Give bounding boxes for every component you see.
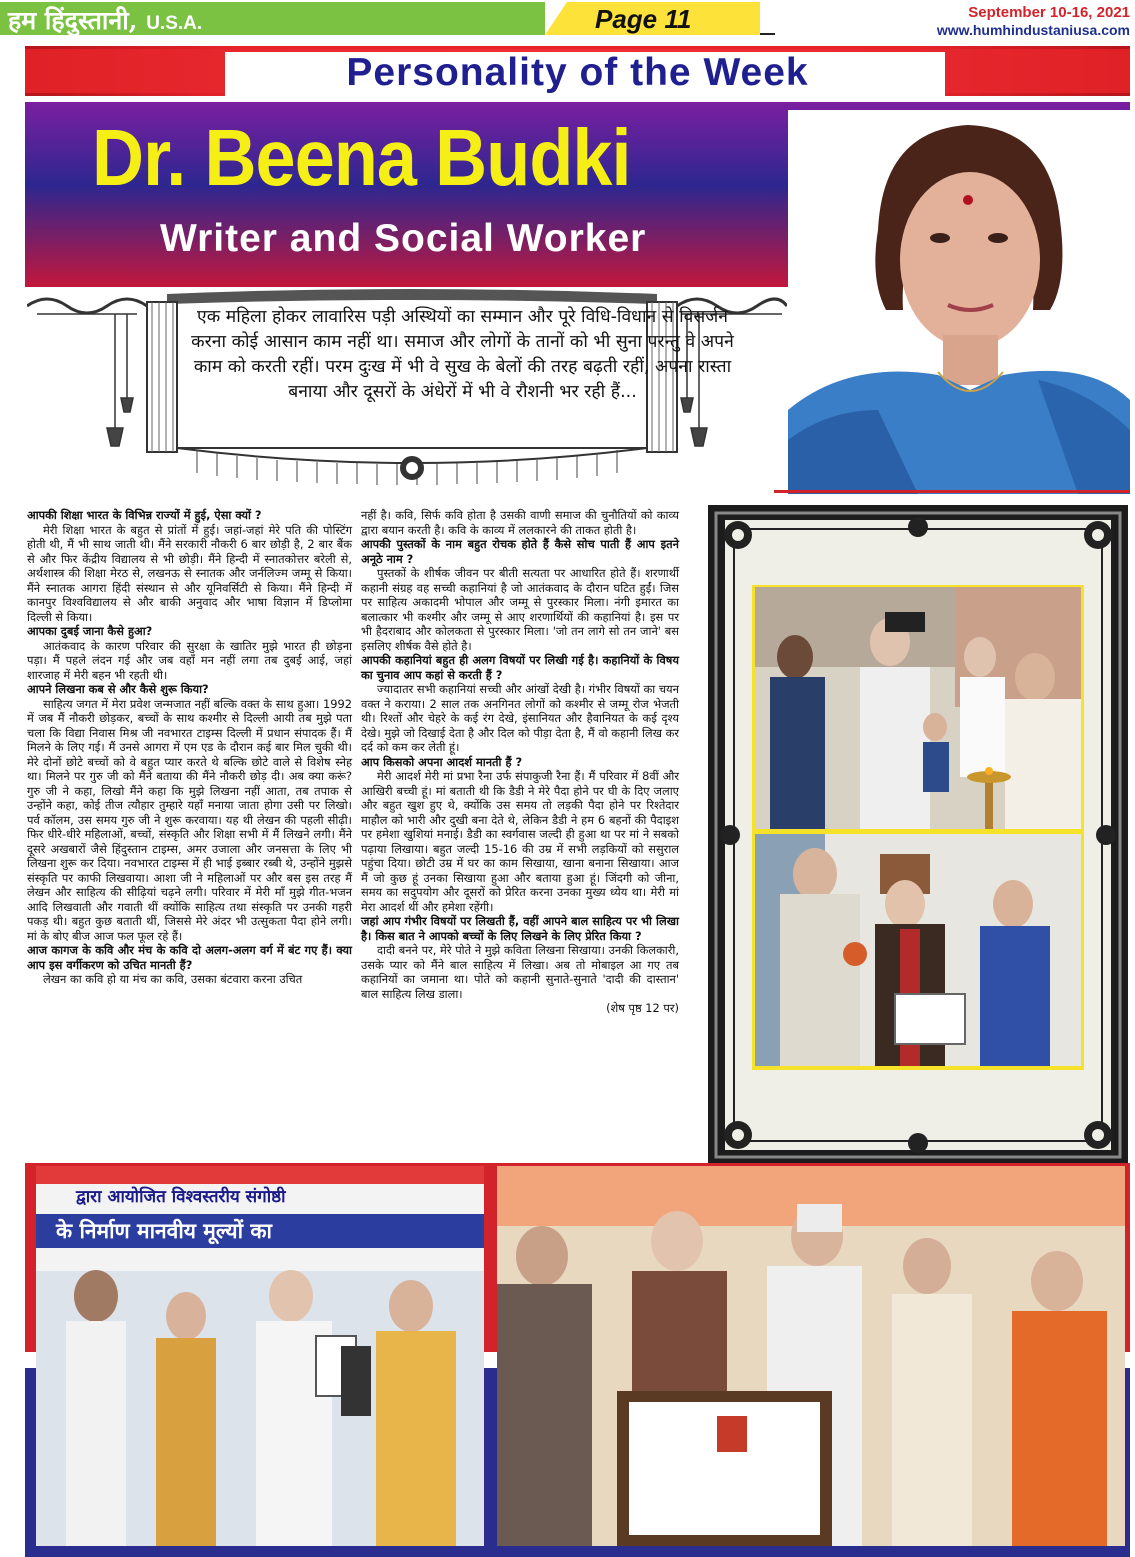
article-column-1 [27,508,352,987]
interview-question: आपने लिखना कब से और कैसे शुरू किया? [27,682,209,696]
article-column-2 [361,508,679,1016]
section-banner [25,46,1130,96]
photo-award-presentation [755,834,1081,1066]
newspaper-name-suffix: U.S.A. [146,13,203,34]
interview-answer: दादी बनने पर, मेरे पोते ने मुझे कविता लिखना सिखाया। उनकी किलकारी, उसके प्यार को मैंने बाल साहित्य में लिखा। अब तो मोबाइल आ गए तब कहानियों का जमाना था। पोते को कहानी सुनाते-सुनाते 'दादी की दास्तान' बाल साहित्य लिख डाला। [361,943,679,1001]
continued-note: (शेष पृष्ठ 12 पर) [606,1001,679,1015]
interview-answer: साहित्य जगत में मेरा प्रवेश जन्मजात नहीं बल्कि वक्त के साथ हुआ। 1992 में जब मैं नौकरी छोड़कर, बच्चों के साथ कश्मीर से दिल्ली आयी तब मुझे पता चला कि विद्या निवास मिश्र जी नवभारत टाइम्स दिल्ली में प्रधान संपादक हैं। मैं मिलने के लिए गई। मैं उनसे आगरा में एम एड के दौरान कई बार मिल चुकी थी। मेरे दोनों छोटे बच्चों को वे बहुत प्यार करते थे बल्कि छोटे वाले से विशेष स्नेह था। मिलने पर गुरु जी को मैंने बताया की मैंने नौकरी छोड़ दी। अब क्या करूं? गुरु जी ने कहा, लिखो मैंने कहा कि मुझे लिखना नहीं आता, तब तपाक से उन्होंने कहा, कोई तीज त्यौहार तुम्हारे यहाँ मनाया जाता होगा उसी पर लिखो। पर्व कॉलम, उस समय गुरु जी ने शुरू करवाया। यह थी लेखन की पहली सीढ़ी। फिर धीरे-धीरे महिलाओं, बच्चों, संस्कृति और शिक्षा सभी में मैं लिखने लगी। मैंने दूसरे अखबारों जैसे हिंदुस्तान टाइम्स, अमर उजाला और जनसत्ता के लिए भी लिखना शुरू कर दिया। नवभारत टाइम्स में ही भाई इब्बार रब्बी थे, उन्होंने मुझसे संस्कृति पर काफी लिखवाया। आशा जी ने महिलाओं पर और बस इस तरह मैं लेखन और साहित्य की सीढ़ियां चढ़ने लगी। परिवार में मेरी माँ मुझे गीत-भजन आदि लिखवाती और गवाती थीं क्योंकि साहित्य तथा संस्कृति पर उनकी गहरी पकड़ थी। बहुत कुछ बताती थीं, जिससे मेरे अंदर भी उत्सुकता पैदा होने लगी। मां के बोए बीज आज फल फूल रहे हैं। [27,696,352,943]
interview-answer: मेरी आदर्श मेरी मां प्रभा रैना उर्फ संपाकुजी रैना हैं। मैं परिवार में 8वीं और आखिरी बच्ची हूं। मां बताती थी कि डैडी ने मेरे पैदा होने पर घी के दिए जलाए और बहुत खुश हुए थे, क्योंकि उस समय तो लड़की पैदा होने पर रिश्तेदार माहौल को भारी और दुखी बना देते थे, लेकिन डैडी ने हम 6 बहनों की पैदाइश पर हमेशा खुशियां मनाई। डैडी का स्वर्गवास जल्दी ही हुआ था पर मां ने सबको पढ़ाया लिखाया। बहुत जल्दी 15-16 की उम्र में सभी लड़कियों को ससुराल पहुंचा दिया। छोटी उम्र में घर का काम सिखाया, खाना बनाना सिखाया। आज मैं जो कुछ हूं उनका सिखाया हुआ और बताया हुआ हूं। जिंदगी को जीना, समय का सदुपयोग और दूसरों को प्रेरित करना उनका मुख्य ध्येय था। मेरी मां मेरा आदर्श थीं और हमेशा रहेंगी। [361,769,679,914]
interview-answer: मेरी शिक्षा भारत के बहुत से प्रांतों में हुई। जहां-जहां मेरे पति की पोस्टिंग होती थी, मैं भी साथ जाती थी। मैंने सरकारी नौकरी 6 बार छोड़ी है, 2 बार बैंक से और फिर केंद्रीय विद्यालय से भी छोड़ी। मैंने हिन्दी में स्नातकोत्तर बरेली से, अर्थशास्त्र की शिक्षा मेरठ से, लखनऊ से स्नातक और जर्नलिज्म जम्मू से किया। मैंने स्नातक आगरा हिंदी संस्थान से और यूनिवर्सिटी से किया। मैंने हिन्दी में कानपुर विश्वविद्यालय से और बाकी अनुवाद और भाषा विज्ञान में डिप्लोमा दिल्ली से किया। [27,522,352,624]
interview-question: आपकी पुस्तकों के नाम बहुत रोचक होते हैं कैसे सोच पाती हैं आप इतने अनूठे नाम ? [361,537,679,566]
photo-lamp-lighting [755,587,1081,829]
section-heading: Personality of the Week [346,51,809,94]
newspaper-name-hindi: हम हिंदुस्तानी, [8,6,138,35]
interview-answer: आतंकवाद के कारण परिवार की सुरक्षा के खातिर मुझे भारत ही छोड़ना पड़ा। मैं पहले लंदन गई और जब वहाँ मन नहीं लगा तब दुबई आई, जहां शारजाह में मेरी बहन भी रहती थी। [27,638,352,682]
seminar-banner-line: द्वारा आयोजित विश्वस्तरीय संगोष्ठी [76,1187,286,1207]
interview-question: आपकी शिक्षा भारत के विभिन्न राज्यों में हुई, ऐसा क्यों ? [27,508,262,522]
photo-certificate-presentation-image [497,1166,1125,1546]
person-role: Writer and Social Worker [160,217,647,260]
interview-answer: पुस्तकों के शीर्षक जीवन पर बीती सत्यता पर आधारित होते हैं। शरणार्थी कहानी संग्रह वह सच्ची कहानियां है जो आतंकवाद के दौरान घटित हुईं। जिस पर साहित्य अकादमी भोपाल और जम्मू से पुरस्कार मिला। नंगी इमारत का बलात्कार भी कश्मीर और जम्मू से आए शरणार्थियों की कहानियां है। इस पर भी हैदराबाद और कोलकता से पुरस्कार मिला। 'जो तन लागे सो तन जाने' बस इसलिए शीर्षक वैसे होते है। [361,566,679,653]
photo-seminar-felicitation-image [36,1166,484,1546]
portrait-illustration [788,110,1130,494]
masthead-rule [760,33,775,35]
interview-question: आपका दुबई जाना कैसे हुआ? [27,624,153,638]
interview-answer-continued: नहीं है। कवि, सिर्फ कवि होता है उसकी वाणी समाज की चुनौतियों को काव्य द्वारा बयान करती है। कवि के काव्य में ललकारने की ताकत होती है। [361,508,679,537]
pull-quote: एक महिला होकर लावारिस पड़ी अस्थियों का सम्मान और पूरे विधि-विधान से विसर्जन करना कोई आसान काम नहीं था। समाज और लोगों के तानों को भी सुना परन्तु वे अपने काम को करती रहीं। परम दुःख में भी वे सुख के बेलों की तरह बढ़ती रहीं, अपना रास्ता बनाया और दूसरों के अंधेरों में भी वे रौशनी भर रही हैं... [191,307,734,402]
photo-seminar-felicitation [36,1166,484,1546]
portrait-photo [788,110,1130,494]
photo-lamp-lighting-image [755,587,1081,829]
section-banner-inner [25,49,1130,93]
interview-question: आपकी कहानियां बहुत ही अलग विषयों पर लिखी गई है। कहानियों के विषय का चुनाव आप कहां से करती हैं ? [361,653,679,682]
photo-award-presentation-image [755,834,1081,1066]
website-url: www.humhindustaniusa.com [936,22,1130,38]
newspaper-name [8,3,202,37]
interview-answer: लेखन का कवि हो या मंच का कवि, उसका बंटवारा करना उचित [43,972,303,986]
portrait-underline [774,490,1130,493]
issue-date: September 10-16, 2021 [968,4,1130,21]
interview-question: आज कागज के कवि और मंच के कवि दो अलग-अलग वर्ग में बंट गए हैं। क्या आप इस वर्गीकरण को उचित मानती हैं? [27,943,352,972]
person-name: Dr. Beena Budki [92,113,631,202]
page-number: Page 11 [595,4,692,34]
interview-question: जहां आप गंभीर विषयों पर लिखती हैं, वहीं आपने बाल साहित्य पर भी लिखा है। किस बात ने आपको बच्चों के लिए लिखने के लिए प्रेरित किया ? [361,914,679,943]
interview-answer: ज्यादातर सभी कहानियां सच्ची और आंखों देखी है। गंभीर विषयों का चयन वक्त ने कराया। 2 साल तक अनगिनत लोगों को कश्मीर से जम्मू रोज भेजती थी। रिश्तों और चेहरे के कई रंग देखे, इंसानियत और हैवानियत के कई दृश्य देखे। मुझे जो दिखाई देता है और दिल को पीड़ा देता है, मैं वो कहानी लिख कर दर्द को कम कर लेती हूं। [361,682,679,754]
masthead [0,0,1135,42]
seminar-banner-line-2: के निर्माण मानवीय मूल्यों का [56,1219,272,1243]
interview-question: आप किसको अपना आदर्श मानती हैं ? [361,754,523,769]
photo-certificate-presentation [497,1166,1125,1546]
